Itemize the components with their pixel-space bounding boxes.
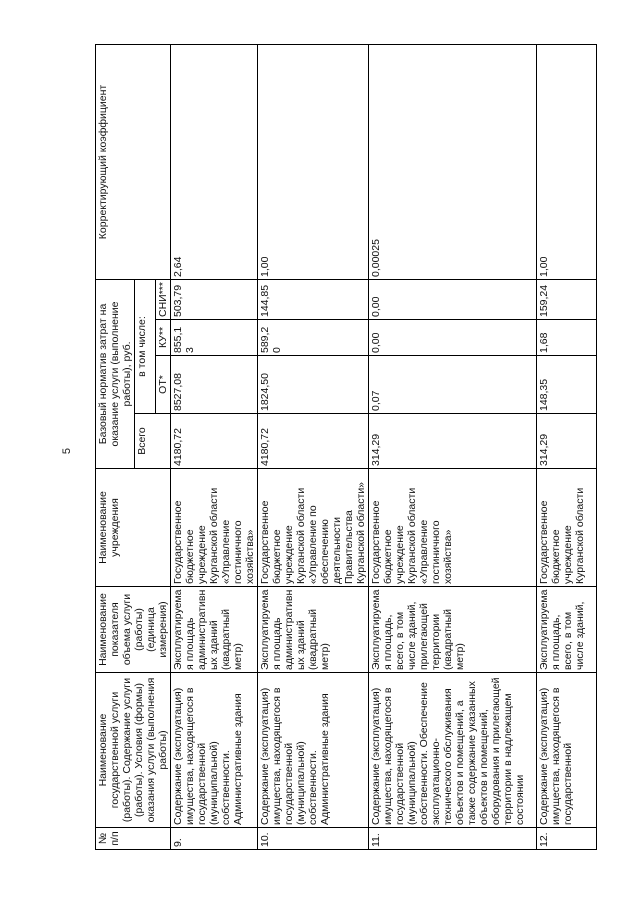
cell-indicator: Эксплуатируемая площадь административных зданий (квадратный метр) (258, 587, 369, 673)
cell-sni: 159,24 (537, 280, 597, 320)
cell-ot: 0,07 (369, 356, 537, 414)
cell-coef: 1,00 (258, 45, 369, 280)
header-ku: КУ** (156, 320, 171, 356)
cell-institution: Государственное бюджетное учреждение Курганской области (537, 469, 597, 587)
cell-num: 10. (258, 828, 369, 850)
header-total: Всего (135, 414, 171, 469)
cell-sni: 144,85 (258, 280, 369, 320)
cell-service: Содержание (эксплуатация) имущества, находящегося в государственной (муниципальной) собственности. Административные здания (171, 673, 258, 828)
cell-ot: 8527,08 (171, 356, 258, 414)
cell-service: Содержание (эксплуатация) имущества, находящегося в государственной (муниципальной) собственности. Административные здания (258, 673, 369, 828)
cell-sni: 0,00 (369, 280, 537, 320)
cell-ku: 855,13 (171, 320, 258, 356)
cell-total: 4180,72 (258, 414, 369, 469)
cell-coef: 2,64 (171, 45, 258, 280)
table-row (537, 45, 597, 850)
cell-ot: 1824,50 (258, 356, 369, 414)
page-number: 5 (61, 447, 73, 455)
header-base-norm: Базовый норматив затрат на оказание услуги (выполнение работы), руб. (96, 280, 135, 469)
cell-coef: 1,00 (537, 45, 597, 280)
cell-num: 11. (369, 828, 537, 850)
header-row-1 (96, 45, 135, 850)
cell-sni: 503,79 (171, 280, 258, 320)
cell-total: 4180,72 (171, 414, 258, 469)
header-institution: Наименование учреждения (96, 469, 171, 587)
header-coef: Корректирующий коэффициент (96, 45, 171, 280)
cell-indicator: Эксплуатируемая площадь административных зданий (квадратный метр) (171, 587, 258, 673)
cell-institution: Государственное бюджетное учреждение Курганской области «Управление гостиничного хозяйства» (369, 469, 537, 587)
cell-num: 9. (171, 828, 258, 850)
cell-coef: 0,00025 (369, 45, 537, 280)
cost-norms-table (95, 44, 597, 850)
rotated-table-container (95, 45, 635, 850)
header-indicator: Наименование показателя объема услуги (работы) (единица измерения) (96, 587, 171, 673)
table-row (369, 45, 537, 850)
table-row (258, 45, 369, 850)
cell-service: Содержание (эксплуатация) имущества, находящегося в государственной (537, 673, 597, 828)
cell-ku: 589,20 (258, 320, 369, 356)
cell-num: 12. (537, 828, 597, 850)
table-row (171, 45, 258, 850)
cell-ku: 1,68 (537, 320, 597, 356)
header-sni: СНИ*** (156, 280, 171, 320)
cell-institution: Государственное бюджетное учреждение Курганской области «Управление гостиничного хозяйства» (171, 469, 258, 587)
header-ot: ОТ* (156, 356, 171, 414)
header-incl: в том числе: (135, 280, 156, 414)
cell-indicator: Эксплуатируемая площадь, всего, в том числе зданий, (537, 587, 597, 673)
cell-institution: Государственное бюджетное учреждение Курганской области «Управление по обеспечению деятельности Правительства Курганской области» (258, 469, 369, 587)
header-service: Наименование государственной услуги (работы). Содержание услуги (работы). Условия (формы) оказания услуги (выполнения работы) (96, 673, 171, 828)
cell-total: 314,29 (369, 414, 537, 469)
cell-ku: 0,00 (369, 320, 537, 356)
header-num: № п/п (96, 828, 171, 850)
cell-indicator: Эксплуатируемая площадь, всего, в том числе зданий, прилегающей территории (квадратный метр) (369, 587, 537, 673)
cell-service: Содержание (эксплуатация) имущества, находящегося в государственной (муниципальной) собственности. Обеспечение эксплуатационно-технического обслуживания объектов и помещений, а также содержание указанных объектов и помещений, оборудования и прилегающей территории в надлежащем состоянии (369, 673, 537, 828)
cell-total: 314,29 (537, 414, 597, 469)
cell-ot: 148,35 (537, 356, 597, 414)
